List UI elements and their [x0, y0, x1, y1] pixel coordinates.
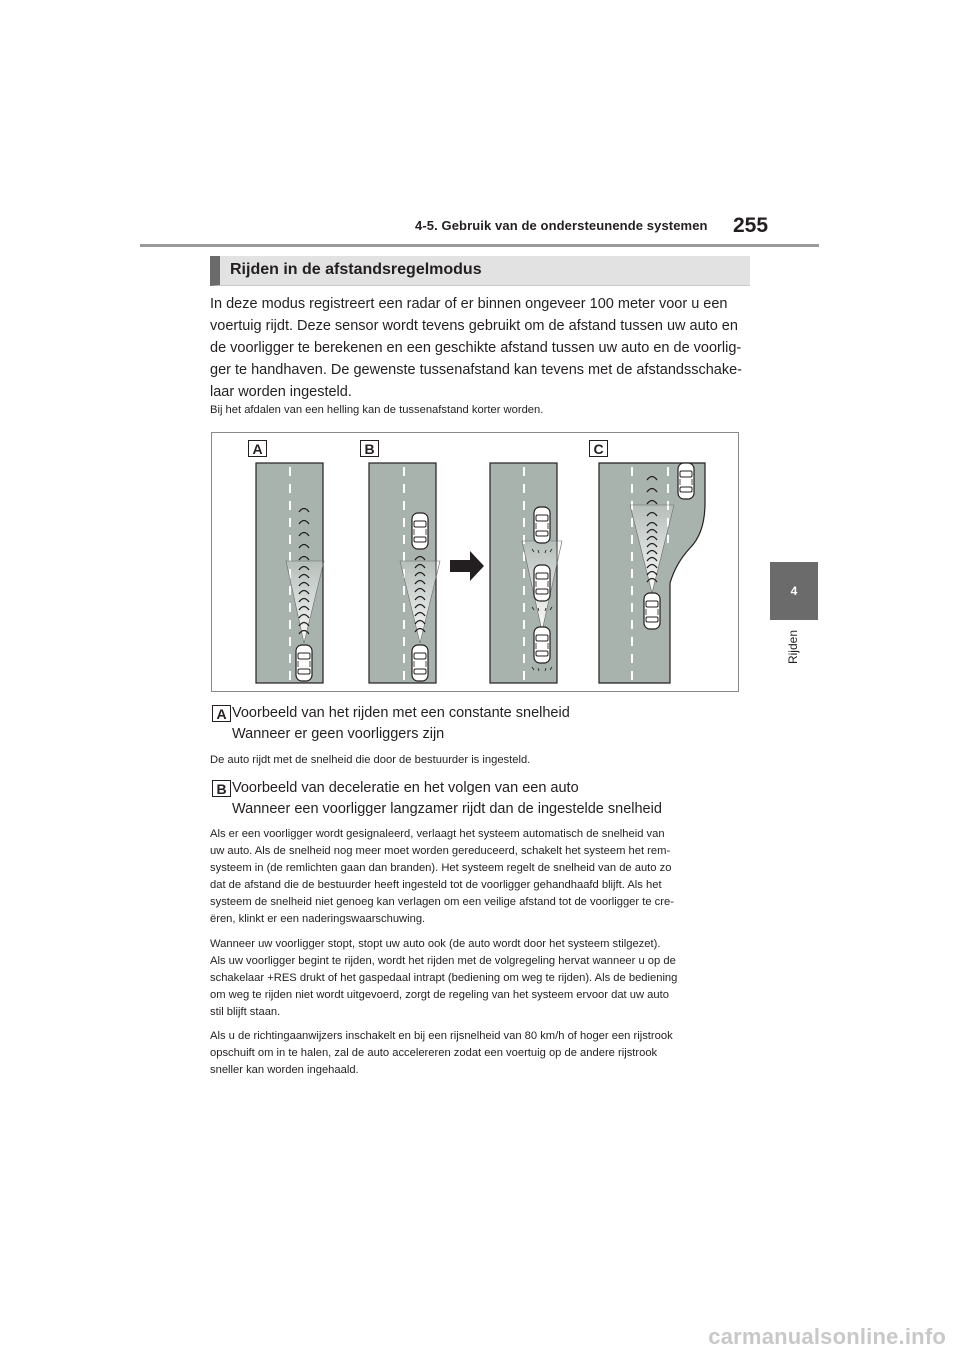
- paragraph-line: sneller kan worden ingehaald.: [210, 1064, 359, 1076]
- chapter-number: 4: [790, 584, 798, 598]
- intro-note: Bij het afdalen van een helling kan de tussenafstand korter worden.: [210, 404, 544, 416]
- intro-paragraph: [210, 293, 750, 403]
- section-title: Rijden in de afstandsregelmodus: [230, 261, 482, 278]
- paragraph-line: stil blijft staan.: [210, 1006, 281, 1018]
- middle-car: [534, 565, 550, 601]
- own-car: [644, 593, 660, 629]
- header-divider: [140, 244, 819, 247]
- paragraph-line: Als er een voorligger wordt gesignaleerd, verlaagt het systeem automatisch de snelheid van: [210, 828, 665, 840]
- figure-label-a: A: [248, 440, 267, 457]
- section-heading: [210, 256, 750, 286]
- lead-car: [412, 513, 428, 549]
- intro-line: ger te handhaven. De gewenste tussenafstand kan tevens met de afstandsschake-: [210, 362, 743, 378]
- item-b-paragraph-2: [210, 936, 750, 1021]
- paragraph-line: Als uw voorligger begint te rijden, wordt het rijden met de volgregeling hervat wanneer u op de: [210, 955, 676, 967]
- chapter-label: Rijden: [786, 630, 800, 665]
- intro-line: laar worden ingesteld.: [210, 384, 352, 400]
- watermark: carmanualsonline.info: [708, 1324, 946, 1349]
- distance-control-illustration: [211, 432, 739, 692]
- figure-label-b: B: [360, 440, 379, 457]
- arrow-icon: [450, 551, 484, 581]
- paragraph-line: opschuift om in te halen, zal de auto accelereren zodat een voertuig op de andere rijstrook: [210, 1047, 658, 1059]
- item-b-paragraph-1: [210, 826, 750, 928]
- item-a-title: Voorbeeld van het rijden met een constante snelheid: [232, 705, 570, 721]
- own-car: [534, 627, 550, 663]
- item-b-paragraph-3: [210, 1028, 750, 1079]
- figure-label-c: C: [589, 440, 608, 457]
- page-number: 255: [733, 214, 769, 237]
- item-b-title: Voorbeeld van deceleratie en het volgen van een auto: [232, 780, 579, 796]
- paragraph-line: Wanneer uw voorligger stopt, stopt uw auto ook (de auto wordt door het systeem stilgezet).: [210, 938, 661, 950]
- lead-car: [534, 507, 550, 543]
- item-a-label: A: [212, 705, 231, 722]
- paragraph-line: schakelaar +RES drukt of het gaspedaal intrapt (bediening om weg te rijden). Als de bediening: [210, 972, 678, 984]
- paragraph-line: systeem de snelheid niet genoeg kan verlagen om een veilige afstand tot de voorligger te cre-: [210, 896, 674, 908]
- intro-line: de voorligger te berekenen en een geschikte afstand tussen uw auto en de voorlig-: [210, 340, 742, 356]
- item-b-subtitle: Wanneer een voorligger langzamer rijdt dan de ingestelde snelheid: [232, 801, 662, 817]
- paragraph-line: om weg te rijden niet wordt uitgevoerd, zorgt de regeling van het systeem ervoor dat uw auto: [210, 989, 669, 1001]
- paragraph-line: systeem in (de remlichten gaan dan branden). Het systeem regelt de snelheid van de auto zo: [210, 862, 672, 874]
- own-car: [412, 645, 428, 681]
- chapter-tab: [770, 562, 818, 620]
- item-a-subtitle: Wanneer er geen voorliggers zijn: [232, 726, 445, 742]
- paragraph-line: dat de afstand die de bestuurder heeft ingesteld tot de voorligger gehandhaafd blijft. Als het: [210, 879, 662, 891]
- road-diagram: [212, 433, 738, 691]
- paragraph-line: Als u de richtingaanwijzers inschakelt en bij een rijsnelheid van 80 km/h of hoger een rijstrook: [210, 1030, 673, 1042]
- lane-c: [599, 463, 705, 683]
- chapter-section-title: 4-5. Gebruik van de ondersteunende systemen: [415, 218, 708, 233]
- other-lane-car: [678, 463, 694, 499]
- item-b-label: B: [212, 780, 231, 797]
- paragraph-line: ëren, klinkt er een naderingswaarschuwing.: [210, 913, 426, 925]
- lane-a: [256, 463, 324, 683]
- own-car: [296, 645, 312, 681]
- lane-b: [369, 463, 440, 683]
- paragraph-line: uw auto. Als de snelheid nog meer moet worden gereduceerd, schakelt het systeem het rem-: [210, 845, 671, 857]
- intro-line: voertuig rijdt. Deze sensor wordt tevens gebruikt om de afstand tussen uw auto en: [210, 318, 738, 334]
- item-a-note: De auto rijdt met de snelheid die door de bestuurder is ingesteld.: [210, 754, 531, 766]
- intro-line: In deze modus registreert een radar of er binnen ongeveer 100 meter voor u een: [210, 296, 728, 312]
- lane-following: [490, 463, 562, 683]
